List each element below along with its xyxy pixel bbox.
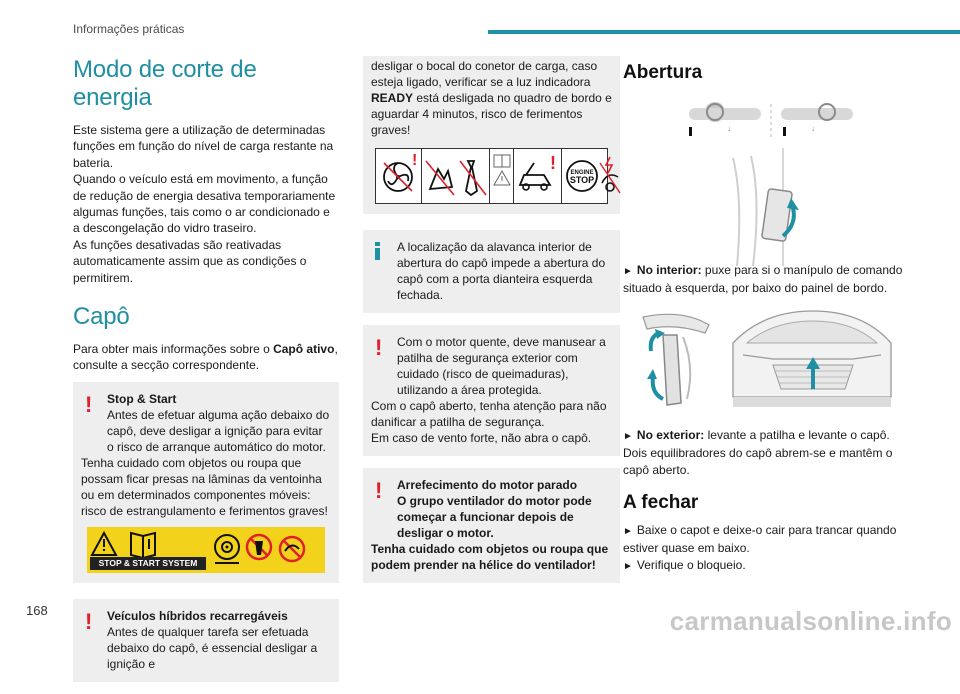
rhd-steering-icon (781, 104, 853, 136)
svg-text:↓: ↓ (811, 124, 815, 133)
engine-stop-text-bottom: STOP (569, 175, 595, 185)
fan-pictogram (376, 149, 422, 203)
safety-catch (663, 335, 681, 405)
warning-heading: Veículos híbridos recarregáveis (107, 608, 288, 623)
instruction-close-2: ► Verifique o bloqueio. (623, 557, 746, 572)
stop-start-warning-label (87, 527, 325, 573)
page-number: 168 (26, 603, 48, 618)
warning-box-hybrid-continued (363, 56, 620, 214)
warning-icon: ! (375, 478, 383, 503)
manual-icon (490, 149, 514, 203)
column-2 (363, 56, 620, 595)
heading-closing: A fechar (623, 492, 699, 514)
warning-heading: Stop & Start (107, 391, 177, 406)
section-title-bonnet: Capô (73, 303, 130, 331)
warning-box-stop-start (73, 382, 339, 583)
paragraph: As funções desativadas são reativadas automaticamente assim que as condições o permitirem. (73, 237, 307, 285)
stop-start-label-text: STOP & START SYSTEM (90, 557, 206, 570)
svg-text:↓: ↓ (727, 124, 731, 133)
warning-box-hot-engine (363, 325, 620, 456)
warning-text: Tenha cuidado com objetos ou roupa que podem prender na hélice do ventilador! (371, 542, 609, 572)
column-3 (623, 56, 903, 575)
car-engine-icon (514, 149, 562, 203)
watermark: carmanualsonline.info (669, 606, 952, 636)
warning-icon: ! (375, 335, 383, 360)
paragraph: Quando o veículo está em movimento, a função de redução de energia desativa temporariamente algumas funções, tais como o ar condicionado e a descongelação do vidro traseiro. (73, 172, 336, 236)
instruction-interior: ► No interior: puxe para si o manípulo de comando situado à esquerda, por baixo do painel de bordo. (623, 263, 903, 296)
warning-heading: Arrefecimento do motor parado (397, 478, 578, 492)
hand-icon (422, 149, 490, 203)
warning-icon: ! (85, 391, 93, 417)
engine-hot-pictogram (514, 149, 562, 203)
instruction-close-1: ► Baixe o capot e deixe-o cair para trancar quando estiver quase em baixo. (623, 523, 897, 556)
column-1 (73, 56, 339, 694)
warning-text: Antes de qualquer tarefa ser efetuada debaixo do capô, é essencial desligar a ignição e (107, 624, 318, 671)
section-title-power-cut: Modo de corte de energia (73, 56, 257, 111)
warning-icon: ! (85, 608, 93, 634)
engine-stop-pictogram (562, 149, 622, 203)
warning-text: Tenha cuidado com objetos ou roupa que possam ficar presas na lâminas da ventoinha ou em determinados componentes móveis: risco de estrangulamento e ferimentos graves! (81, 455, 328, 518)
hand-tie-pictogram (422, 149, 490, 203)
paragraph: Este sistema gere a utilização de determinadas funções em função do nível de carga restante na bateria. (73, 123, 334, 170)
info-icon (375, 242, 380, 260)
hybrid-warning-pictograms (375, 148, 608, 204)
svg-text:!: ! (412, 152, 418, 169)
exterior-latch-illustration (623, 307, 893, 417)
warning-text: Antes de efetuar alguma ação debaixo do capô, deve desligar a ignição para evitar o risco de arranque automático do motor. (107, 407, 330, 454)
warning-text: Com o capô aberto, tenha atenção para não danificar a patilha de segurança. (371, 399, 607, 429)
warning-text: Em caso de vento forte, não abra o capô. (371, 431, 592, 445)
warning-text: O grupo ventilador do motor pode começar a funcionar depois de desligar o motor. (397, 494, 592, 540)
running-header: Informações práticas (73, 22, 185, 36)
interior-lever-illustration (633, 98, 893, 268)
warning-box-hybrid (73, 599, 339, 682)
warning-box-cooling-fan (363, 468, 620, 583)
paragraph-bonnet-intro: Para obter mais informações sobre o Capô ativo, consulte a secção correspondente. (73, 342, 338, 373)
warning-text: Com o motor quente, deve manusear a patilha de segurança exterior com cuidado (risco de queimaduras), utilizando a área protegida. (397, 335, 606, 397)
heading-opening: Abertura (623, 62, 703, 83)
svg-text:!: ! (550, 153, 556, 173)
manual-pictogram (490, 149, 514, 203)
info-box-lever (363, 230, 620, 313)
car-front-view (733, 311, 891, 407)
instruction-exterior: ► No exterior: levante a patilha e levante o capô. Dois equilibradores do capô abrem-se e mantêm o capô aberto. (623, 427, 893, 477)
info-text: A localização da alavanca interior de abertura do capô impede a abertura do capô com a porta dianteira esquerda fechada. (397, 240, 606, 302)
engine-stop-text-top: ENGINE (570, 170, 594, 176)
warning-text: desligar o bocal do conetor de carga, caso esteja ligado, verificar se a luz indicadora READY está desligada no quadro de bordo e aguardar 4 minutos, risco de ferimentos graves! (371, 59, 612, 137)
lhd-steering-icon (689, 102, 761, 136)
header-accent-bar (488, 30, 960, 34)
engine-stop-icon (562, 149, 622, 203)
fan-icon (376, 149, 422, 203)
